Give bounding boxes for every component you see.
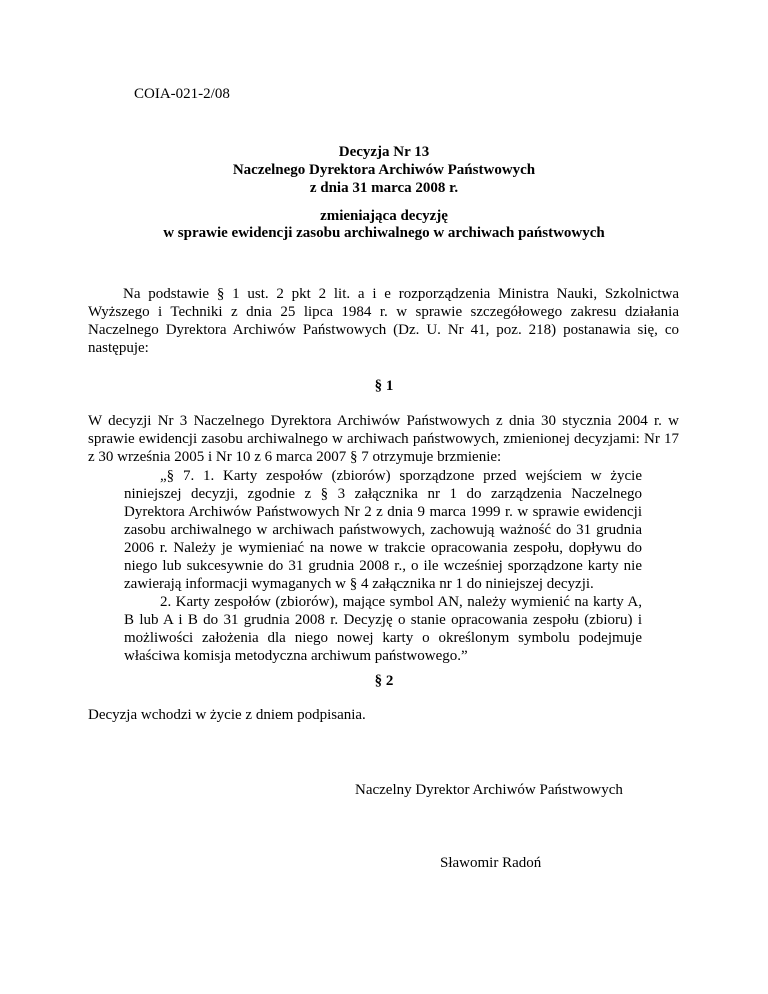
section-2-heading: § 2 <box>374 673 394 689</box>
decision-title <box>0 143 768 197</box>
section-1-heading: § 1 <box>374 378 394 394</box>
signer-title: Naczelny Dyrektor Archiwów Państwowych <box>355 782 623 798</box>
quote-paragraph-1: „§ 7. 1. Karty zespołów (zbiorów) sporządzone przed wejściem w życie niniejszej decyzji, zgodnie z § 3 załącznika nr 1 do zarządzenia Naczelnego Dyrektora Archiwów Państwowych Nr 2 z dnia 9 marca 1999 r. w sprawie ewidencji zasobu archiwalnego w archiwach państwowych, zachowują ważność do 31 grudnia 2006 r. Należy je wymieniać na nowe w trakcie opracowania zespołu, dopływu do niego lub sukcesywnie do 31 grudnia 2008 r., o ile wcześniej sporządzone karty nie zawierają informacji wymaganych w § 4 załącznika nr 1 do niniejszej decyzji. <box>124 468 642 592</box>
decision-subject-line: w sprawie ewidencji zasobu archiwalnego w archiwach państwowych <box>163 225 605 241</box>
reference-number: COIA-021-2/08 <box>134 86 230 102</box>
decision-subject <box>0 208 768 242</box>
amended-text-quote <box>124 467 642 665</box>
section-1-text: W decyzji Nr 3 Naczelnego Dyrektora Archiwów Państwowych z dnia 30 stycznia 2004 r. w sprawie ewidencji zasobu archiwalnego w archiwach państwowych, zmienionej decyzjami: Nr 17 z 30 września 2005 i Nr 10 z 6 marca 2007 § 7 otrzymuje brzmienie: <box>88 413 679 465</box>
legal-basis-paragraph: Na podstawie § 1 ust. 2 pkt 2 lit. a i e rozporządzenia Ministra Nauki, Szkolnictwa Wyższego i Techniki z dnia 25 lipca 1984 r. w sprawie szczegółowego zakresu działania Naczelnego Dyrektora Archiwów Państwowych (Dz. U. Nr 41, poz. 218) postanawia się, co następuje: <box>88 286 679 356</box>
decision-title-line: Decyzja Nr 13 <box>338 144 430 160</box>
quote-paragraph-2: 2. Karty zespołów (zbiorów), mające symbol AN, należy wymienić na karty A, B lub A i B do 31 grudnia 2008 r. Decyzję o stanie opracowania zespołu (zbioru) i możliwości założenia dla niego nowej karty o określonym symbolu podejmuje właściwa komisja metodyczna archiwum państwowego.” <box>124 594 642 664</box>
decision-title-line: Naczelnego Dyrektora Archiwów Państwowych <box>232 162 536 178</box>
decision-subject-line: zmieniająca decyzję <box>320 208 448 224</box>
decision-title-line: z dnia 31 marca 2008 r. <box>309 180 459 196</box>
signer-name: Sławomir Radoń <box>440 855 542 871</box>
section-2-text: Decyzja wchodzi w życie z dniem podpisania. <box>88 707 366 723</box>
